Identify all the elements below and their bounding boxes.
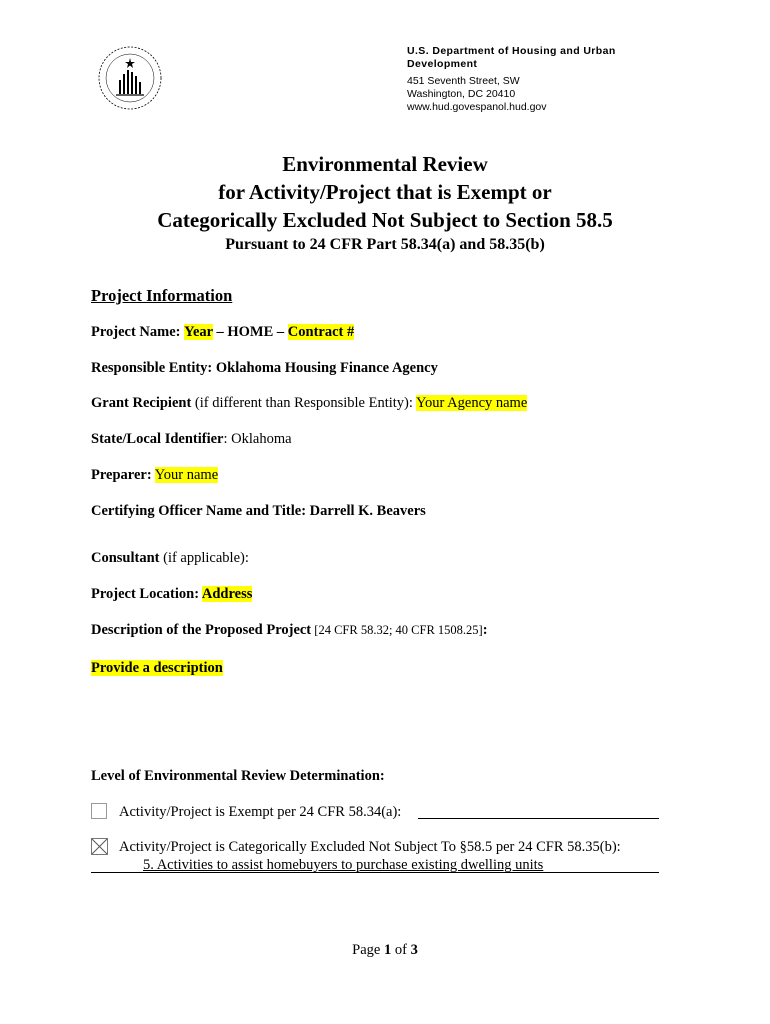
certifying-officer-label: Certifying Officer Name and Title: bbox=[91, 503, 307, 519]
excluded-option-label: Activity/Project is Categorically Excluded Not Subject To §58.5 per 24 CFR 58.35(b): bbox=[119, 839, 621, 855]
grant-recipient-field bbox=[91, 395, 527, 412]
consultant-field bbox=[91, 550, 249, 567]
website: www.hud.govespanol.hud.gov bbox=[407, 101, 547, 113]
project-location-value: Address bbox=[201, 586, 253, 602]
description-colon: : bbox=[482, 622, 488, 638]
page-prefix: Page bbox=[352, 942, 384, 958]
city-state-zip: Washington, DC 20410 bbox=[407, 88, 516, 100]
document-title bbox=[0, 150, 770, 254]
project-name-field bbox=[91, 324, 354, 341]
exempt-checkbox[interactable] bbox=[91, 803, 107, 824]
project-info-heading: Project Information bbox=[91, 286, 233, 305]
exempt-blank-line bbox=[418, 818, 659, 819]
hud-address-block bbox=[407, 45, 647, 114]
state-local-field bbox=[91, 431, 292, 448]
project-location-label: Project Location: bbox=[91, 586, 200, 602]
state-local-label: State/Local Identifier bbox=[91, 431, 224, 447]
project-location-field bbox=[91, 586, 252, 603]
certifying-officer-value: Darrell K. Beavers bbox=[309, 503, 426, 519]
project-contract: Contract # bbox=[287, 324, 355, 340]
hud-seal-logo bbox=[96, 44, 164, 112]
grant-recipient-value: Your Agency name bbox=[415, 395, 528, 411]
description-value: Provide a description bbox=[91, 660, 223, 676]
responsible-entity-label: Responsible Entity: bbox=[91, 360, 213, 376]
grant-recipient-note: (if different than Responsible Entity): bbox=[191, 395, 416, 411]
consultant-label: Consultant bbox=[91, 550, 160, 566]
page-of: of bbox=[391, 942, 411, 958]
grant-recipient-label: Grant Recipient bbox=[91, 395, 192, 411]
exempt-option-label: Activity/Project is Exempt per 24 CFR 58.34(a): bbox=[119, 804, 402, 820]
title-line-2: for Activity/Project that is Exempt or bbox=[218, 180, 552, 204]
preparer-value: Your name bbox=[154, 467, 219, 483]
project-description-field bbox=[91, 622, 488, 639]
title-line-3: Categorically Excluded Not Subject to Section 58.5 bbox=[157, 208, 613, 232]
state-local-value: : Oklahoma bbox=[223, 431, 292, 447]
checked-checkbox-icon[interactable] bbox=[91, 838, 108, 855]
description-ref: [24 CFR 58.32; 40 CFR 1508.25] bbox=[311, 623, 483, 637]
project-name-label: Project Name: bbox=[91, 324, 181, 340]
title-line-1: Environmental Review bbox=[282, 152, 488, 176]
excluded-activity-value: 5. Activities to assist homebuyers to purchase existing dwelling units bbox=[143, 857, 544, 873]
preparer-field bbox=[91, 467, 218, 484]
determination-heading: Level of Environmental Review Determination: bbox=[91, 768, 385, 784]
description-label: Description of the Proposed Project bbox=[91, 622, 312, 638]
responsible-entity-field bbox=[91, 360, 438, 377]
page-total: 3 bbox=[410, 942, 418, 958]
page-current: 1 bbox=[383, 942, 392, 958]
responsible-entity-value: Oklahoma Housing Finance Agency bbox=[215, 360, 438, 376]
department-name: U.S. Department of Housing and Urban Development bbox=[407, 45, 616, 70]
description-value-field bbox=[91, 660, 223, 677]
street-address: 451 Seventh Street, SW bbox=[407, 75, 520, 87]
consultant-note: (if applicable): bbox=[159, 550, 249, 566]
empty-checkbox-icon bbox=[91, 803, 107, 819]
document-subtitle: Pursuant to 24 CFR Part 58.34(a) and 58.35(b) bbox=[225, 236, 545, 253]
preparer-label: Preparer: bbox=[91, 467, 152, 483]
project-year: Year bbox=[184, 324, 213, 340]
project-name-mid: – HOME – bbox=[212, 324, 288, 340]
certifying-officer-field bbox=[91, 503, 426, 520]
page-footer bbox=[0, 942, 770, 959]
